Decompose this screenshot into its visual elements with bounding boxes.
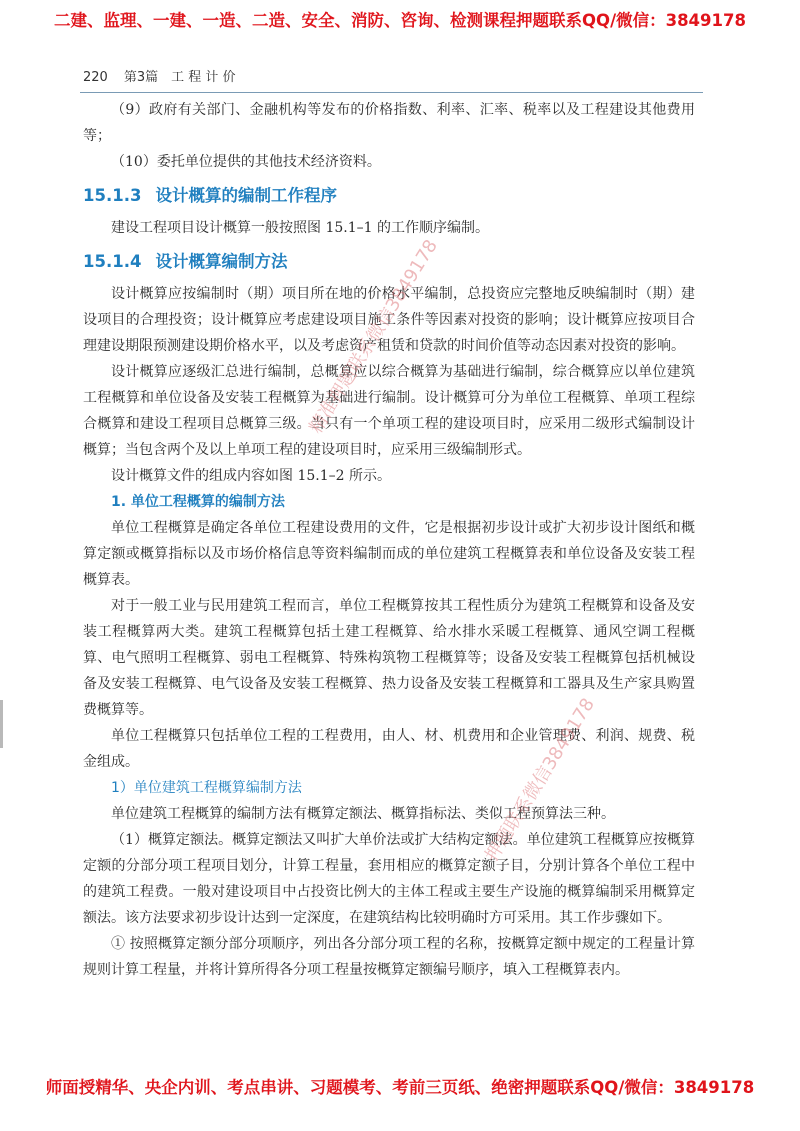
section-number: 15.1.4 [83, 252, 142, 271]
paragraph: 设计概算应逐级汇总进行编制，总概算应以综合概算为基础进行编制，综合概算应以单位建筑工程概算和单位设备及安装工程概算为基础进行编制。设计概算可分为单位工程概算、单项工程综合概算和建设工程项目总概算三级。当只有一个单项工程的建设项目时，应采用二级形式编制设计概算；当包含两个及以上单项工程的建设项目时，应采用三级编制形式。 [83, 364, 695, 458]
paragraph: 对于一般工业与民用建筑工程而言，单位工程概算按其工程性质分为建筑工程概算和设备及安装工程概算两大类。建筑工程概算包括土建工程概算、给水排水采暖工程概算、通风空调工程概算、电气照明工程概算、弱电工程概算、特殊构筑物工程概算等；设备及安装工程概算包括机械设备及安装工程概算、电气设备及安装工程概算、热力设备及安装工程概算和工器具及生产家具购置费概算等。 [83, 598, 695, 718]
section-number: 15.1.3 [83, 186, 142, 205]
top-ad-banner: 二建、监理、一建、一造、二造、安全、消防、咨询、检测课程押题联系QQ/微信：3849178 [54, 11, 746, 30]
watermark-stamp: 精准押题联系微信3849178 [305, 236, 442, 438]
section-title: 设计概算编制方法 [155, 252, 288, 271]
page-header [83, 66, 236, 85]
paragraph: ① 按照概算定额分部分项顺序，列出各分部分项工程的名称，按概算定额中规定的工程量计算规则计算工程量，并将计算所得各分项工程量按概算定额编号顺序，填入工程概算表内。 [83, 936, 695, 978]
paragraph: （1）概算定额法。概算定额法又叫扩大单价法或扩大结构定额法。单位建筑工程概算应按概算定额的分部分项工程项目划分，计算工程量，套用相应的概算定额子目，分别计算各个单位工程中的建筑工程费。一般对建设项目中占投资比例大的主体工程或主要生产设施的概算编制采用概算定额法。该方法要求初步设计达到一定深度，在建筑结构比较明确时方可采用。其工作步骤如下。 [83, 832, 695, 926]
page-body [83, 97, 695, 983]
scan-edge-mark [0, 700, 3, 748]
subsubsection-heading-building-estimate: 1）单位建筑工程概算编制方法 [111, 780, 302, 796]
header-rule [80, 92, 703, 93]
page-number: 220 [83, 70, 108, 85]
paragraph: 设计概算应按编制时（期）项目所在地的价格水平编制，总投资应完整地反映编制时（期）建设项目的合理投资；设计概算应考虑建设项目施工条件等因素对投资的影响；设计概算应按项目合理建设期限预测建设期价格水平，以及考虑资产租赁和贷款的时间价值等动态因素对投资的影响。 [83, 286, 695, 354]
paragraph: 建设工程项目设计概算一般按照图 15.1–1 的工作顺序编制。 [111, 220, 489, 236]
paragraph: 单位工程概算是确定各单位工程建设费用的文件，它是根据初步设计或扩大初步设计图纸和概算定额或概算指标以及市场价格信息等资料编制而成的单位建筑工程概算表和单位设备及安装工程概算表。 [83, 520, 695, 588]
subsection-heading-unit-estimate: 1. 单位工程概算的编制方法 [111, 494, 285, 510]
paragraph: 单位建筑工程概算的编制方法有概算定额法、概算指标法、类似工程预算法三种。 [111, 806, 615, 822]
watermark-stamp: 押题联系微信3849178 [481, 694, 599, 866]
paragraph: 设计概算文件的组成内容如图 15.1–2 所示。 [111, 468, 391, 484]
paragraph: 单位工程概算只包括单位工程的工程费用，由人、材、机费用和企业管理费、利润、规费、税金组成。 [83, 728, 695, 770]
section-title: 设计概算的编制工作程序 [155, 186, 337, 205]
bottom-ad-banner: 师面授精华、央企内训、考点串讲、习题模考、考前三页纸、绝密押题联系QQ/微信：3849178 [45, 1078, 755, 1097]
section-heading-15-1-4 [83, 250, 695, 274]
list-item-10: （10）委托单位提供的其他技术经济资料。 [111, 154, 381, 170]
list-item-9: （9）政府有关部门、金融机构等发布的价格指数、利率、汇率、税率以及工程建设其他费用等； [83, 102, 695, 144]
section-heading-15-1-3 [83, 184, 695, 208]
running-title: 第3篇 工 程 计 价 [123, 70, 236, 85]
